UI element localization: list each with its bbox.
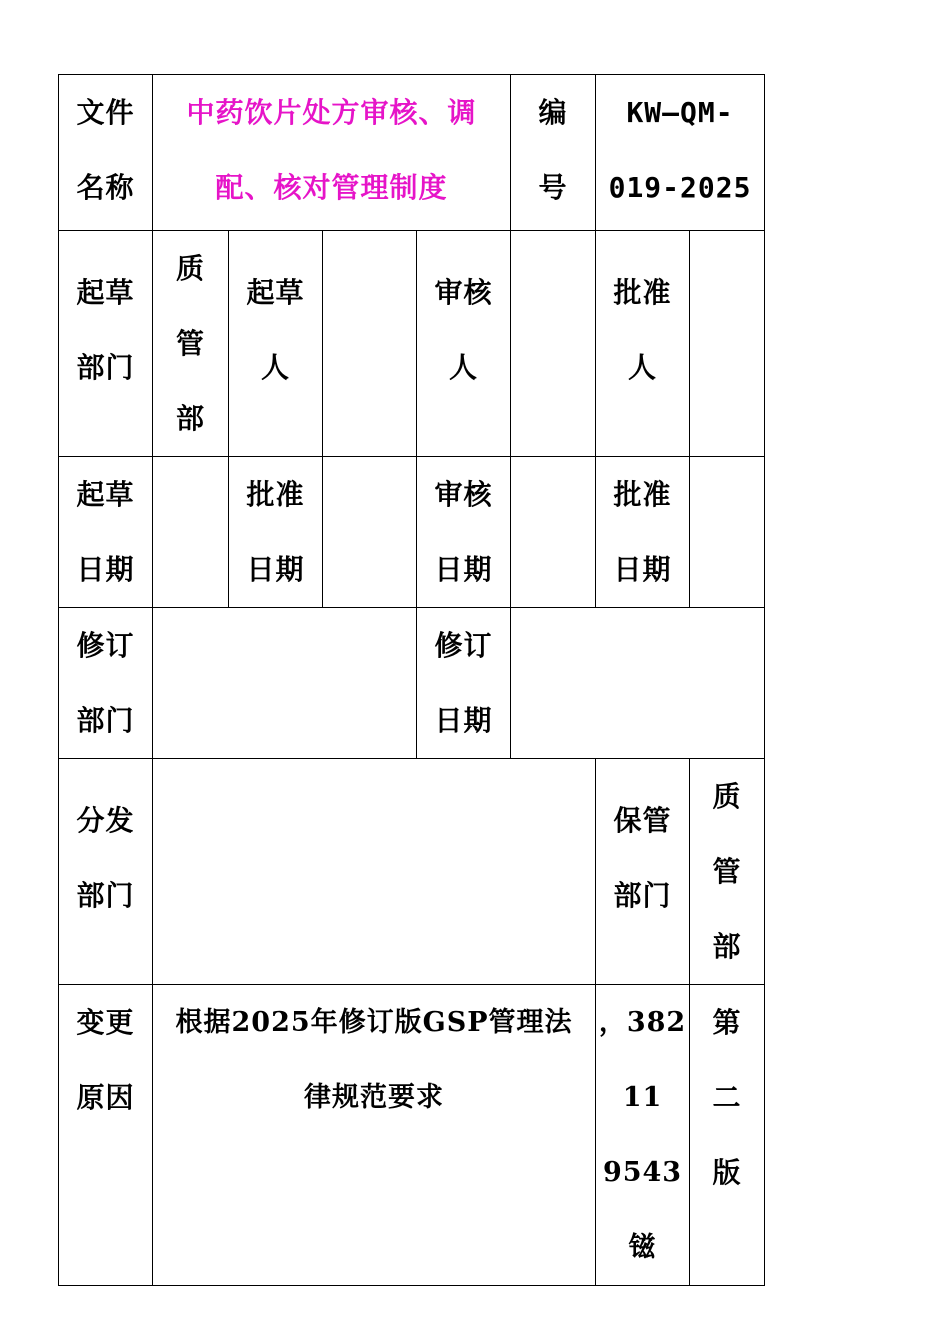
draft-date-label: 起草 日期 bbox=[59, 457, 153, 608]
reviewer-label: 审核 人 bbox=[417, 231, 511, 457]
table-row bbox=[59, 75, 765, 231]
table-row bbox=[59, 231, 765, 457]
revise-date-label: 修订 日期 bbox=[417, 608, 511, 759]
reviewer-value[interactable] bbox=[511, 231, 596, 457]
approve-date2-value[interactable] bbox=[690, 457, 765, 608]
drafter-value[interactable] bbox=[323, 231, 417, 457]
change-reason-label: 变更 原因 bbox=[59, 985, 153, 1286]
drafter-label: 起草 人 bbox=[229, 231, 323, 457]
draft-dept-value: 质 管 部 bbox=[153, 231, 229, 457]
custody-dept-label: 保管 部门 bbox=[596, 759, 690, 985]
distribute-dept-label: 分发 部门 bbox=[59, 759, 153, 985]
revise-dept-label: 修订 部门 bbox=[59, 608, 153, 759]
approver-value[interactable] bbox=[690, 231, 765, 457]
review-date-value[interactable] bbox=[511, 457, 596, 608]
revise-dept-value[interactable] bbox=[153, 608, 417, 759]
approver-label: 批准 人 bbox=[596, 231, 690, 457]
file-name-label: 文件 名称 bbox=[59, 75, 153, 231]
approve-date-value[interactable] bbox=[323, 457, 417, 608]
extra-number-text: ，382 11 9543 镃 bbox=[596, 985, 690, 1286]
table-row bbox=[59, 985, 765, 1286]
document-control-table bbox=[58, 74, 765, 1286]
table-row bbox=[59, 608, 765, 759]
version-value: 第 二 版 bbox=[690, 985, 765, 1286]
revise-date-value[interactable] bbox=[511, 608, 765, 759]
code-label: 编 号 bbox=[511, 75, 596, 231]
draft-date-value[interactable] bbox=[153, 457, 229, 608]
change-reason-value: 根据2025年修订版GSP管理法 律规范要求 bbox=[153, 985, 596, 1286]
table-row bbox=[59, 759, 765, 985]
review-date-label: 审核 日期 bbox=[417, 457, 511, 608]
approve-date-label: 批准 日期 bbox=[229, 457, 323, 608]
approve-date2-label: 批准 日期 bbox=[596, 457, 690, 608]
draft-dept-label: 起草 部门 bbox=[59, 231, 153, 457]
distribute-dept-value[interactable] bbox=[153, 759, 596, 985]
custody-dept-value: 质 管 部 bbox=[690, 759, 765, 985]
table-row bbox=[59, 457, 765, 608]
file-name-value: 中药饮片处方审核、调 配、核对管理制度 bbox=[153, 75, 511, 231]
code-value: KW—QM- 019-2025 bbox=[596, 75, 765, 231]
